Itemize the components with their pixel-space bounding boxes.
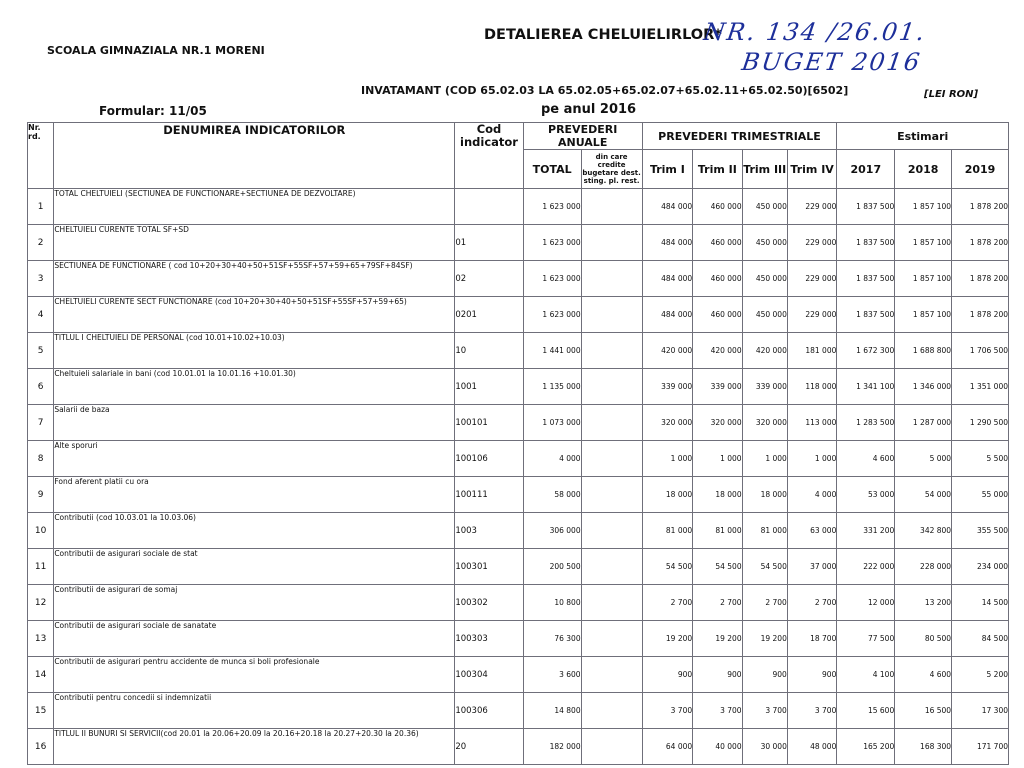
trim-3-value: 450 000 (742, 297, 787, 333)
row-number: 15 (28, 693, 54, 729)
estimate-2017: 1 341 100 (837, 369, 895, 405)
trim-4-value: 63 000 (787, 513, 837, 549)
estimate-2018: 1 857 100 (895, 261, 952, 297)
budget-credits (581, 225, 642, 261)
indicator-name: CHELTUIELI CURENTE SECT FUNCTIONARE (cod 10+20+30+40+50+51SF+55SF+57+59+65) (54, 297, 455, 333)
header-indicator-code: Cod indicator (455, 123, 523, 189)
estimate-2018: 13 200 (895, 585, 952, 621)
trim-3-value: 450 000 (742, 261, 787, 297)
trim-4-value: 18 700 (787, 621, 837, 657)
trim-1-value: 18 000 (642, 477, 693, 513)
trim-2-value: 460 000 (693, 261, 742, 297)
table-row (28, 261, 1009, 297)
trim-4-value: 900 (787, 657, 837, 693)
document-title: DETALIEREA CHELUIELIRLOR* (484, 27, 722, 43)
annual-total: 200 500 (523, 549, 581, 585)
row-number: 16 (28, 729, 54, 765)
indicator-code: 20 (455, 729, 523, 765)
table-row (28, 693, 1009, 729)
estimate-2017: 53 000 (837, 477, 895, 513)
estimate-2017: 1 837 500 (837, 225, 895, 261)
table-row (28, 441, 1009, 477)
trim-2-value: 460 000 (693, 189, 742, 225)
estimate-2019: 1 351 000 (952, 369, 1009, 405)
row-number: 4 (28, 297, 54, 333)
budget-credits (581, 405, 642, 441)
trim-2-value: 339 000 (693, 369, 742, 405)
indicator-name: Contributii (cod 10.03.01 la 10.03.06) (54, 513, 455, 549)
trim-1-value: 420 000 (642, 333, 693, 369)
annual-total: 4 000 (523, 441, 581, 477)
trim-3-value: 2 700 (742, 585, 787, 621)
trim-4-value: 118 000 (787, 369, 837, 405)
trim-1-value: 900 (642, 657, 693, 693)
estimate-2019: 5 200 (952, 657, 1009, 693)
budget-credits (581, 369, 642, 405)
annual-total: 76 300 (523, 621, 581, 657)
indicator-name: TOTAL CHELTUIELI (SECTIUNEA DE FUNCTIONARE+SECTIUNEA DE DEZVOLTARE) (54, 189, 455, 225)
header-trim-3: Trim III (742, 150, 787, 189)
header-quarterly-provisions: PREVEDERI TRIMESTRIALE (642, 123, 837, 150)
trim-4-value: 113 000 (787, 405, 837, 441)
institution-name: SCOALA GIMNAZIALA NR.1 MORENI (47, 44, 265, 57)
indicator-code (455, 189, 523, 225)
row-number: 11 (28, 549, 54, 585)
header-estimates: Estimari (837, 123, 1009, 150)
row-number: 5 (28, 333, 54, 369)
row-number: 1 (28, 189, 54, 225)
trim-4-value: 181 000 (787, 333, 837, 369)
indicator-code: 100302 (455, 585, 523, 621)
estimate-2019: 14 500 (952, 585, 1009, 621)
table-row (28, 729, 1009, 765)
trim-1-value: 339 000 (642, 369, 693, 405)
row-number: 2 (28, 225, 54, 261)
budget-credits (581, 585, 642, 621)
indicator-name: Contributii de asigurari pentru accidente de munca si boli profesionale (54, 657, 455, 693)
trim-1-value: 54 500 (642, 549, 693, 585)
estimate-2018: 16 500 (895, 693, 952, 729)
header-budget-credits: din care credite bugetare dest. sting. pl. rest. (581, 150, 642, 189)
estimate-2017: 77 500 (837, 621, 895, 657)
budget-credits (581, 189, 642, 225)
indicator-code: 1003 (455, 513, 523, 549)
estimate-2018: 168 300 (895, 729, 952, 765)
trim-1-value: 484 000 (642, 189, 693, 225)
annual-total: 14 800 (523, 693, 581, 729)
indicator-name: SECTIUNEA DE FUNCTIONARE ( cod 10+20+30+40+50+51SF+55SF+57+59+65+79SF+84SF) (54, 261, 455, 297)
indicator-name: TITLUL II BUNURI SI SERVICII(cod 20.01 la 20.06+20.09 la 20.16+20.18 la 20.27+20.30 la 20.36) (54, 729, 455, 765)
estimate-2019: 5 500 (952, 441, 1009, 477)
trim-2-value: 460 000 (693, 297, 742, 333)
estimate-2018: 1 857 100 (895, 297, 952, 333)
indicator-code: 1001 (455, 369, 523, 405)
estimate-2019: 84 500 (952, 621, 1009, 657)
trim-2-value: 3 700 (693, 693, 742, 729)
table-row (28, 621, 1009, 657)
trim-4-value: 4 000 (787, 477, 837, 513)
handwritten-budget-note: BUGET 2016 (740, 48, 924, 76)
annual-total: 182 000 (523, 729, 581, 765)
table-row (28, 333, 1009, 369)
table-row (28, 369, 1009, 405)
indicator-code: 100101 (455, 405, 523, 441)
trim-1-value: 2 700 (642, 585, 693, 621)
estimate-2017: 1 837 500 (837, 261, 895, 297)
trim-1-value: 64 000 (642, 729, 693, 765)
row-number: 8 (28, 441, 54, 477)
row-number: 7 (28, 405, 54, 441)
indicator-code: 100303 (455, 621, 523, 657)
annual-total: 10 800 (523, 585, 581, 621)
estimate-2018: 1 857 100 (895, 225, 952, 261)
estimate-2019: 1 878 200 (952, 261, 1009, 297)
trim-4-value: 1 000 (787, 441, 837, 477)
estimate-2017: 1 283 500 (837, 405, 895, 441)
header-2017: 2017 (837, 150, 895, 189)
trim-2-value: 19 200 (693, 621, 742, 657)
budget-credits (581, 261, 642, 297)
trim-2-value: 40 000 (693, 729, 742, 765)
indicator-code: 100106 (455, 441, 523, 477)
estimate-2019: 1 878 200 (952, 225, 1009, 261)
estimate-2019: 55 000 (952, 477, 1009, 513)
table-row (28, 297, 1009, 333)
trim-1-value: 484 000 (642, 261, 693, 297)
table-row (28, 189, 1009, 225)
indicator-name: Salarii de baza (54, 405, 455, 441)
indicator-code: 01 (455, 225, 523, 261)
trim-1-value: 320 000 (642, 405, 693, 441)
trim-1-value: 484 000 (642, 297, 693, 333)
indicator-code: 100301 (455, 549, 523, 585)
indicator-name: Alte sporuri (54, 441, 455, 477)
row-number: 3 (28, 261, 54, 297)
trim-2-value: 460 000 (693, 225, 742, 261)
row-number: 14 (28, 657, 54, 693)
annual-total: 1 073 000 (523, 405, 581, 441)
estimate-2017: 4 100 (837, 657, 895, 693)
annual-total: 1 441 000 (523, 333, 581, 369)
indicator-name: TITLUL I CHELTUIELI DE PERSONAL (cod 10.01+10.02+10.03) (54, 333, 455, 369)
indicator-name: Contributii de asigurari sociale de stat (54, 549, 455, 585)
estimate-2017: 4 600 (837, 441, 895, 477)
row-number: 12 (28, 585, 54, 621)
estimate-2018: 1 688 800 (895, 333, 952, 369)
trim-1-value: 81 000 (642, 513, 693, 549)
budget-credits (581, 477, 642, 513)
budget-credits (581, 333, 642, 369)
header-2018: 2018 (895, 150, 952, 189)
estimate-2019: 1 290 500 (952, 405, 1009, 441)
trim-2-value: 320 000 (693, 405, 742, 441)
estimate-2017: 12 000 (837, 585, 895, 621)
trim-3-value: 900 (742, 657, 787, 693)
trim-3-value: 450 000 (742, 225, 787, 261)
currency-units: [LEI RON] (924, 89, 979, 100)
header-row-number: Nr. rd. (28, 123, 54, 189)
estimate-2018: 1 346 000 (895, 369, 952, 405)
annual-total: 1 623 000 (523, 261, 581, 297)
budget-credits (581, 657, 642, 693)
annual-total: 1 135 000 (523, 369, 581, 405)
indicator-code: 100304 (455, 657, 523, 693)
trim-4-value: 2 700 (787, 585, 837, 621)
estimate-2017: 15 600 (837, 693, 895, 729)
row-number: 9 (28, 477, 54, 513)
estimate-2017: 1 672 300 (837, 333, 895, 369)
estimate-2017: 222 000 (837, 549, 895, 585)
budget-credits (581, 621, 642, 657)
estimate-2019: 17 300 (952, 693, 1009, 729)
trim-3-value: 450 000 (742, 189, 787, 225)
trim-2-value: 18 000 (693, 477, 742, 513)
indicator-code: 10 (455, 333, 523, 369)
estimate-2019: 1 878 200 (952, 189, 1009, 225)
estimate-2019: 1 878 200 (952, 297, 1009, 333)
estimate-2018: 228 000 (895, 549, 952, 585)
table-row (28, 477, 1009, 513)
trim-3-value: 3 700 (742, 693, 787, 729)
indicator-name: CHELTUIELI CURENTE TOTAL SF+SD (54, 225, 455, 261)
budget-credits (581, 441, 642, 477)
estimate-2017: 1 837 500 (837, 297, 895, 333)
trim-4-value: 37 000 (787, 549, 837, 585)
trim-1-value: 484 000 (642, 225, 693, 261)
annual-total: 58 000 (523, 477, 581, 513)
trim-2-value: 1 000 (693, 441, 742, 477)
estimate-2019: 1 706 500 (952, 333, 1009, 369)
estimate-2017: 1 837 500 (837, 189, 895, 225)
indicator-code: 0201 (455, 297, 523, 333)
trim-1-value: 3 700 (642, 693, 693, 729)
trim-2-value: 81 000 (693, 513, 742, 549)
estimate-2018: 80 500 (895, 621, 952, 657)
header-trim-1: Trim I (642, 150, 693, 189)
trim-4-value: 48 000 (787, 729, 837, 765)
table-row (28, 405, 1009, 441)
table-row (28, 513, 1009, 549)
estimate-2019: 171 700 (952, 729, 1009, 765)
estimate-2017: 165 200 (837, 729, 895, 765)
indicator-code: 100306 (455, 693, 523, 729)
indicator-code: 02 (455, 261, 523, 297)
indicator-name: Fond aferent platii cu ora (54, 477, 455, 513)
table-row (28, 549, 1009, 585)
estimate-2018: 5 000 (895, 441, 952, 477)
trim-3-value: 18 000 (742, 477, 787, 513)
estimate-2018: 54 000 (895, 477, 952, 513)
estimate-2019: 355 500 (952, 513, 1009, 549)
budget-table (27, 122, 1009, 765)
row-number: 10 (28, 513, 54, 549)
header-total: TOTAL (523, 150, 581, 189)
trim-3-value: 19 200 (742, 621, 787, 657)
annual-total: 1 623 000 (523, 189, 581, 225)
header-trim-2: Trim II (693, 150, 742, 189)
header-annual-provisions: PREVEDERI ANUALE (523, 123, 642, 150)
trim-4-value: 229 000 (787, 189, 837, 225)
trim-3-value: 420 000 (742, 333, 787, 369)
trim-2-value: 420 000 (693, 333, 742, 369)
trim-3-value: 81 000 (742, 513, 787, 549)
annual-total: 306 000 (523, 513, 581, 549)
trim-3-value: 320 000 (742, 405, 787, 441)
budget-credits (581, 513, 642, 549)
annual-total: 1 623 000 (523, 225, 581, 261)
trim-3-value: 30 000 (742, 729, 787, 765)
trim-4-value: 229 000 (787, 261, 837, 297)
header-trim-4: Trim IV (787, 150, 837, 189)
row-number: 6 (28, 369, 54, 405)
estimate-2019: 234 000 (952, 549, 1009, 585)
table-row (28, 225, 1009, 261)
table-row (28, 585, 1009, 621)
trim-1-value: 1 000 (642, 441, 693, 477)
document-subtitle: INVATAMANT (COD 65.02.03 LA 65.02.05+65.02.07+65.02.11+65.02.50)[6502] (361, 84, 849, 97)
estimate-2018: 342 800 (895, 513, 952, 549)
trim-2-value: 2 700 (693, 585, 742, 621)
trim-4-value: 229 000 (787, 297, 837, 333)
estimate-2018: 1 287 000 (895, 405, 952, 441)
trim-3-value: 54 500 (742, 549, 787, 585)
trim-3-value: 339 000 (742, 369, 787, 405)
estimate-2018: 1 857 100 (895, 189, 952, 225)
form-number: Formular: 11/05 (99, 104, 207, 118)
indicator-code: 100111 (455, 477, 523, 513)
estimate-2018: 4 600 (895, 657, 952, 693)
indicator-name: Cheltuieli salariale in bani (cod 10.01.01 la 10.01.16 +10.01.30) (54, 369, 455, 405)
budget-credits (581, 729, 642, 765)
budget-year: pe anul 2016 (541, 102, 637, 117)
budget-credits (581, 297, 642, 333)
trim-2-value: 900 (693, 657, 742, 693)
trim-4-value: 229 000 (787, 225, 837, 261)
indicator-name: Contributii pentru concedii si indemnizatii (54, 693, 455, 729)
annual-total: 3 600 (523, 657, 581, 693)
annual-total: 1 623 000 (523, 297, 581, 333)
table-row (28, 657, 1009, 693)
budget-credits (581, 549, 642, 585)
trim-3-value: 1 000 (742, 441, 787, 477)
row-number: 13 (28, 621, 54, 657)
header-indicator-name: DENUMIREA INDICATORILOR (54, 123, 455, 189)
indicator-name: Contributii de asigurari de somaj (54, 585, 455, 621)
trim-4-value: 3 700 (787, 693, 837, 729)
handwritten-registration-number: NR. 134 /26.01. (702, 18, 929, 46)
header-2019: 2019 (952, 150, 1009, 189)
estimate-2017: 331 200 (837, 513, 895, 549)
indicator-name: Contributii de asigurari sociale de sanatate (54, 621, 455, 657)
trim-1-value: 19 200 (642, 621, 693, 657)
trim-2-value: 54 500 (693, 549, 742, 585)
budget-credits (581, 693, 642, 729)
